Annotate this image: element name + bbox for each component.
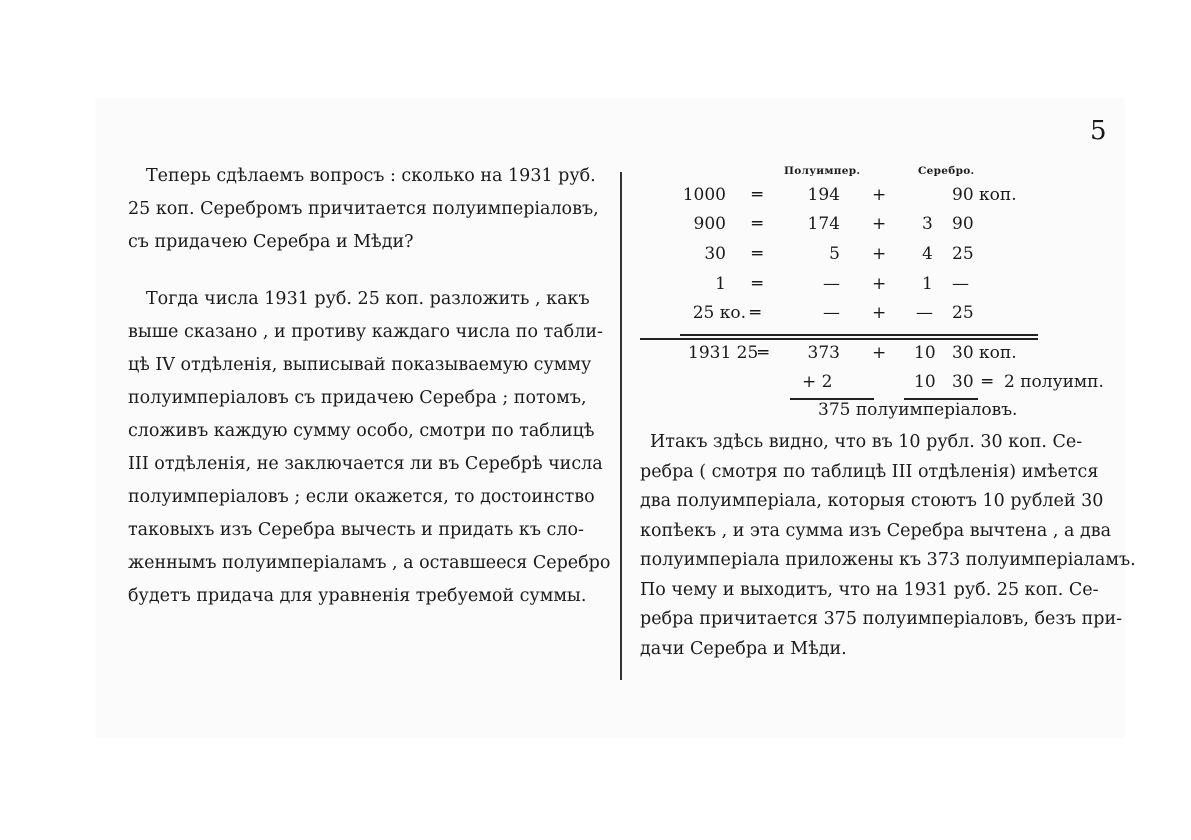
text-line: ребра ( смотря по таблицѣ III отдѣленія) имѣется: [640, 461, 1099, 482]
explanation-paragraph: [640, 428, 1136, 664]
sum-rule-double: [640, 338, 1038, 340]
text-line: По чему и выходитъ, что на 1931 руб. 25 коп. Се-: [640, 579, 1099, 600]
page-number: 5: [1090, 116, 1107, 146]
equals-sign: ═: [752, 185, 763, 205]
total-half-imperials: 373: [807, 343, 840, 363]
text-line: 25 коп. Серебромъ причитается полуимперіаловъ,: [128, 199, 599, 219]
equals-sign: ═: [752, 274, 763, 294]
row-half-imperials: 5: [829, 244, 840, 264]
text-line: два полуимперіала, которыя стоютъ 10 рублей 30: [640, 491, 1104, 511]
row-half-imperials: —: [823, 274, 840, 294]
row-silver-kop: 90 коп.: [952, 185, 1017, 205]
plus-sign: +: [872, 214, 887, 234]
final-result: 375 полуимперіаловъ.: [818, 400, 1018, 420]
text-line: ребра причитается 375 полуимперіаловъ, безъ при-: [640, 609, 1123, 629]
column-divider: [620, 172, 622, 680]
row-silver-kop: —: [952, 274, 969, 294]
row-amount: 1000: [682, 185, 726, 205]
row-silver-rub: 1: [922, 274, 933, 294]
total-silver-kop: 30 коп.: [952, 343, 1017, 363]
text-line: Тогда числа 1931 руб. 25 коп. разложить , какъ: [146, 289, 590, 309]
text-line: полуимперіаловъ ; если окажется, то достоинство: [128, 487, 595, 507]
equals-sign: ═: [750, 303, 761, 323]
text-line: цѣ IV отдѣленія, выписывай показываемую сумму: [128, 355, 592, 375]
plus-sign: +: [872, 274, 887, 294]
header-poluimperial: Полуимпер.: [784, 165, 861, 177]
total-silver-rub: 10: [914, 343, 936, 363]
text-line: съ придачею Серебра и Мѣди?: [128, 232, 414, 252]
equals-sign: ═: [758, 343, 769, 363]
question-paragraph: [128, 160, 612, 259]
text-line: III отдѣленія, не заключается ли въ Серебрѣ числа: [128, 454, 603, 474]
row-amount: 1: [715, 274, 726, 294]
transfer-silver-kop: 30: [952, 372, 974, 392]
row-half-imperials: —: [823, 303, 840, 323]
row-half-imperials: 174: [807, 214, 840, 234]
row-amount: 25 ко.: [692, 303, 746, 323]
text-line: Теперь сдѣлаемъ вопросъ : сколько на 1931 руб.: [146, 166, 596, 186]
calculation-table: [640, 160, 1120, 430]
text-line: будетъ придача для уравненія требуемой суммы.: [128, 586, 587, 606]
equals-sign: ═: [752, 244, 763, 264]
text-line: сложивъ каждую сумму особо, смотри по таблицѣ: [128, 421, 595, 441]
plus-sign: +: [872, 244, 887, 264]
method-paragraph: [128, 283, 612, 613]
row-silver-kop: 25: [952, 303, 974, 323]
text-line: выше сказано , и противу каждаго числа по табли-: [128, 322, 603, 342]
plus-sign: +: [872, 303, 887, 323]
equals-sign: ═: [982, 372, 993, 392]
plus-sign: +: [872, 343, 887, 363]
total-amount: 1931 25: [688, 343, 759, 363]
equals-sign: ═: [752, 214, 763, 234]
text-line: дачи Серебра и Мѣди.: [640, 638, 847, 659]
text-line: женнымъ полуимперіаламъ , а оставшееся Серебро: [128, 553, 611, 573]
left-column: [128, 160, 612, 613]
text-line: полуимперіаловъ съ придачею Серебра ; потомъ,: [128, 388, 587, 408]
row-silver-kop: 90: [952, 214, 974, 234]
row-silver-rub: 4: [922, 244, 933, 264]
transfer-result: 2 полуимп.: [1004, 372, 1104, 392]
text-line: таковыхъ изъ Серебра вычесть и придать къ сло-: [128, 520, 584, 540]
row-amount: 30: [704, 244, 726, 264]
added-half-imperials: + 2: [802, 372, 833, 392]
row-amount: 900: [693, 214, 726, 234]
transfer-silver-rub: 10: [914, 372, 936, 392]
text-line: полуимперіала приложены къ 373 полуимперіаламъ.: [640, 550, 1136, 570]
text-line: Итакъ здѣсь видно, что въ 10 рубл. 30 коп. Се-: [650, 432, 1083, 452]
header-serebro: Серебро.: [918, 165, 975, 177]
sum-rule: [680, 334, 1038, 336]
row-silver-kop: 25: [952, 244, 974, 264]
row-half-imperials: 194: [807, 185, 840, 205]
row-silver-rub: 3: [922, 214, 933, 234]
plus-sign: +: [872, 185, 887, 205]
text-line: копѣекъ , и эта сумма изъ Серебра вычтена , а два: [640, 520, 1112, 541]
row-silver-rub: —: [916, 303, 933, 323]
